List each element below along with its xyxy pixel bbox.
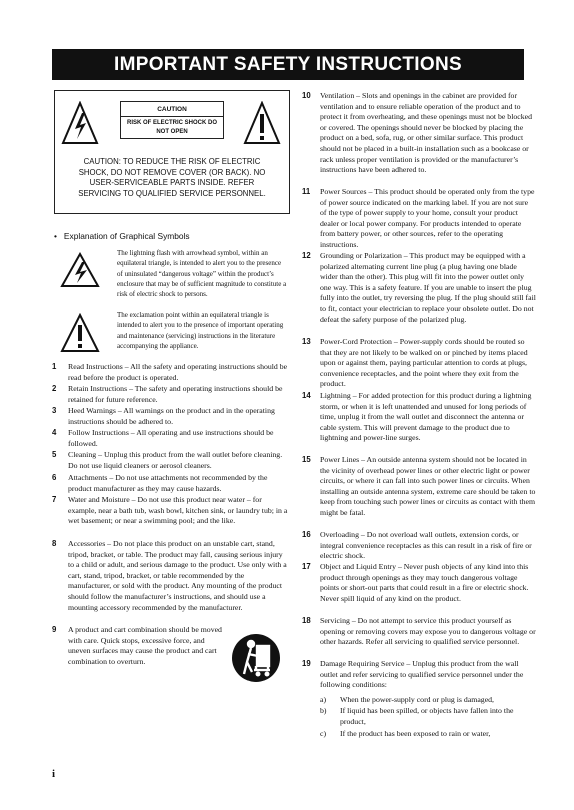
item-text: Ventilation – Slots and openings in the cabinet are provided for ventilation and to ensure reliable operation of the product and to protect it from overheating, and these openings must not be blocked or covered. The openings should never be blocked by placing the product on a bed, sofa, rug, or other similar surface. This product should not be placed in a built-in installation such as a bookcase or rack unless proper ventilation is provided or the manufacturer’s instructions have been adhered to. <box>320 91 532 175</box>
exclamation-warning-icon <box>243 101 281 145</box>
item-number: 12 <box>302 251 311 260</box>
item-number: 17 <box>302 562 311 571</box>
exclamation-symbol-icon <box>60 313 100 353</box>
bullet-icon: • <box>54 231 57 241</box>
item-text: Water and Moisture – Do not use this product near water – for example, near a bath tub, wash bowl, kitchen sink, or laundry tub; in a wet basement; or near a swimming pool; and the like. <box>68 495 288 526</box>
lightning-symbol-text: The lightning flash with arrowhead symbol, within an equilateral triangle, is intended to alert you to the presence of uninsulated “dangerous voltage” within the product’s enclosure that may be of sufficient magnitude to constitute a risk of electric shock to persons. <box>117 249 287 299</box>
sub-item-text: When the power-supply cord or plug is damaged, <box>340 695 495 704</box>
item-text: Accessories – Do not place this product on an unstable cart, stand, tripod, bracket, or table. The product may fall, causing serious injury to a child or adult, and serious damage to the product. Use only with a cart, stand, tripod, bracket, or table recommended by the manufacturer, or sold with the product. Any mounting of the product should follow the manufacturer’s instructions, and should use a mounting accessory recommended by the manufacturer. <box>68 539 287 612</box>
item-number: 9 <box>52 625 57 634</box>
exclamation-symbol-text: The exclamation point within an equilateral triangle is intended to alert you to the presence of important operating and maintenance (servicing) instructions in the literature accompanying the appliance. <box>117 311 284 350</box>
symbols-heading <box>54 231 190 241</box>
item-number: 6 <box>52 473 57 482</box>
page-number: i <box>52 768 56 780</box>
item-text: Heed Warnings – All warnings on the product and in the operating instructions should be adhered to. <box>68 406 275 426</box>
caution-subtitle: RISK OF ELECTRIC SHOCK DO NOT OPEN <box>120 117 224 139</box>
caution-text: CAUTION: TO REDUCE THE RISK OF ELECTRIC SHOCK, DO NOT REMOVE COVER (OR BACK). NO USER-SERVICEABLE PARTS INSIDE. REFER SERVICING TO QUALIFIED SERVICE PERSONNEL. <box>78 157 266 198</box>
item-number: 1 <box>52 362 57 371</box>
item-text: Object and Liquid Entry – Never push objects of any kind into this product through openings as they may touch dangerous voltage points or short-out parts that could result in a fire or electric shock. Never spill liquid of any kind on the product. <box>320 562 529 603</box>
symbols-heading-text: Explanation of Graphical Symbols <box>63 231 190 241</box>
sub-item-letter: b) <box>320 706 327 715</box>
item-number: 19 <box>302 659 311 668</box>
item-number: 18 <box>302 616 311 625</box>
cart-warning-icon <box>230 632 282 684</box>
item-text: Power Sources – This product should be operated only from the type of power source indicated on the marking label. If you are not sure of the type of power supply to your home, consult your product dealer or local power company. For products intended to operate from battery power, or other sources, refer to the operating instructions. <box>320 187 535 249</box>
item-number: 2 <box>52 384 57 393</box>
item-text: Damage Requiring Service – Unplug this product from the wall outlet and refer servicing to qualified service personnel under the following conditions: <box>320 659 524 690</box>
item-text: Overloading – Do not overload wall outlets, extension cords, or integral convenience receptacles as this can result in a risk of fire or electric shock. <box>320 530 532 561</box>
item-text: Follow Instructions – All operating and use instructions should be followed. <box>68 428 274 448</box>
item-text: Cleaning – Unplug this product from the wall outlet before cleaning. Do not use liquid cleaners or aerosol cleaners. <box>68 450 283 470</box>
caution-box <box>54 90 290 214</box>
sub-item-letter: c) <box>320 729 327 738</box>
item-text: A product and cart combination should be moved with care. Quick stops, excessive force, and uneven surfaces may cause the product and cart combination to overturn. <box>68 625 222 666</box>
item-text: Attachments – Do not use attachments not recommended by the product manufacturer as they may cause hazards. <box>68 473 268 493</box>
item-text: Power Lines – An outside antenna system should not be located in the vicinity of overhead power lines or other electric light or power circuits, or where it can fall into such power lines or circuits. When installing an outside antenna system, extreme care should be taken to keep from touching such power lines or circuits as contact with them might be fatal. <box>320 455 536 517</box>
item-number: 3 <box>52 406 57 415</box>
item-text: Read Instructions – All the safety and operating instructions should be read before the product is operated. <box>68 362 288 382</box>
item-number: 10 <box>302 91 311 100</box>
item-number: 4 <box>52 428 57 437</box>
item-text: Lightning – For added protection for this product during a lightning storm, or when it is left unattended and unused for long periods of time, unplug it from the wall outlet and disconnect the antenna or cable system. This will prevent damage to the product due to lightning and power-line surges. <box>320 391 532 443</box>
item-number: 5 <box>52 450 57 459</box>
item-number: 11 <box>302 187 311 196</box>
item-text: Grounding or Polarization – This product may be equipped with a polarized alternating current line plug (a plug having one blade wider than the other). This plug will fit into the power outlet only one way. This is a safety feature. If you are unable to insert the plug fully into the outlet, try reversing the plug. If the plug should still fail to fit, contact your electrician to replace your obsolete outlet. Do not defeat the safety purpose of the polarized plug. <box>320 251 536 324</box>
item-text: Servicing – Do not attempt to service this product yourself as opening or removing covers may expose you to dangerous voltage or other hazards. Refer all servicing to qualified service personnel. <box>320 616 536 647</box>
item-text: Power-Cord Protection – Power-supply cords should be routed so that they are not likely to be walked on or pinched by items placed upon or against them, paying particular attention to cords at plugs, convenience receptacles, and the point where they exit from the product. <box>320 337 528 389</box>
lightning-warning-icon <box>61 101 99 145</box>
sub-item-text: If liquid has been spilled, or objects have fallen into the product, <box>340 706 514 726</box>
item-number: 8 <box>52 539 57 548</box>
item-number: 7 <box>52 495 57 504</box>
lightning-symbol-icon <box>60 252 100 288</box>
caution-label: CAUTION <box>120 101 224 117</box>
item-text: Retain Instructions – The safety and operating instructions should be retained for future reference. <box>68 384 283 404</box>
item-number: 15 <box>302 455 311 464</box>
page-title: IMPORTANT SAFETY INSTRUCTIONS <box>52 49 524 80</box>
item-number: 16 <box>302 530 311 539</box>
item-number: 13 <box>302 337 311 346</box>
item-number: 14 <box>302 391 311 400</box>
sub-item-letter: a) <box>320 695 327 704</box>
sub-item-text: If the product has been exposed to rain or water, <box>340 729 491 738</box>
